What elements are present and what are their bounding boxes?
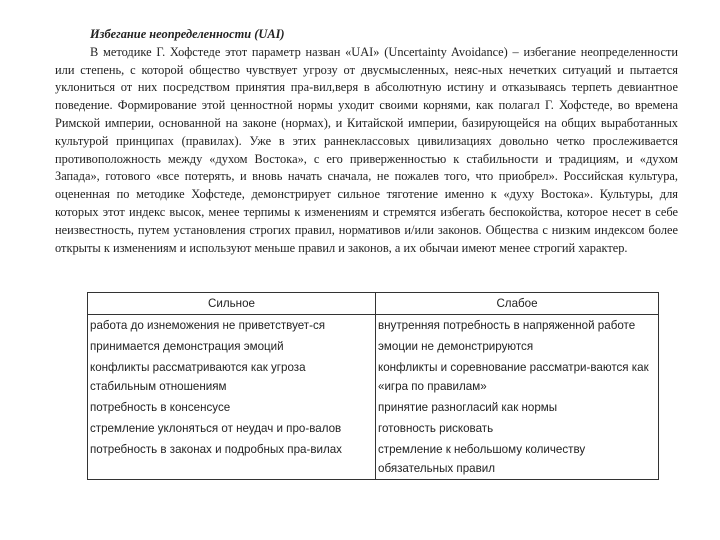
cell-weak: эмоции не демонстрируются	[376, 336, 659, 357]
cell-strong: потребность в консенсусе	[88, 397, 376, 418]
cell-strong: принимается демонстрация эмоций	[88, 336, 376, 357]
cell-weak: внутренняя потребность в напряженной работе	[376, 315, 659, 337]
header-weak: Слабое	[376, 293, 659, 315]
section-heading: Избегание неопределенности (UAI)	[90, 27, 285, 41]
table-row	[88, 439, 659, 480]
cell-weak: стремление к небольшому количеству обязательных правил	[376, 439, 659, 480]
cell-strong: стремление уклоняться от неудач и про-валов	[88, 418, 376, 439]
table-header-row	[88, 293, 659, 315]
table-row	[88, 336, 659, 357]
text-block	[55, 26, 678, 257]
cell-weak: готовность рисковать	[376, 418, 659, 439]
cell-strong: работа до изнеможения не приветствует-ся	[88, 315, 376, 337]
header-strong: Сильное	[88, 293, 376, 315]
cell-weak: принятие разногласий как нормы	[376, 397, 659, 418]
comparison-table	[87, 292, 659, 480]
table-row	[88, 418, 659, 439]
table-row	[88, 357, 659, 397]
table-row	[88, 315, 659, 337]
table-row	[88, 397, 659, 418]
cell-weak: конфликты и соревнование рассматри-ваются как «игра по правилам»	[376, 357, 659, 397]
cell-strong: потребность в законах и подробных пра-вилах	[88, 439, 376, 480]
body-paragraph: В методике Г. Хофстеде этот параметр назван «UAI» (Uncertainty Avoidance) – избегание неопределенности или степень, с которой общество чувствует угрозу от двусмысленных, неяс-ных нечетких ситуаций и пытается уклониться от них посредством принятия пра-вил,веря в абсолютную истину и отказываясь терпеть девиантное поведение. Формирование этой ценностной нормы уходит своими корнями, как полагал Г. Хофстеде, во времена Римской империи, основанной на законе (нормах), и Китайской империи, базирующейся на общих выработанных культурой принципах (правилах). Уже в этих раннеклассовых цивилизациях довольно четко прослеживается противоположность между «духом Востока», с его приверженностью к стабильности и традициям, и «духом Запада», готового «все потерять, и вновь начать сначала, не пожалев того, что приобрел». Российская культура, оцененная по методике Хофстеде, демонстрирует сильное тяготение именно к «духу Востока». Культуры, для которых этот индекс высок, менее терпимы к изменениям и стремятся избегать беспокойства, которое несет в себе неизвестность, путем установления строгих правил, нормативов и/или законов. Общества с низким индексом более открыты к изменениям и используют меньше правил и законов, а их обычаи имеют менее строгий характер.	[55, 44, 678, 255]
cell-strong: конфликты рассматриваются как угроза стабильным отношениям	[88, 357, 376, 397]
